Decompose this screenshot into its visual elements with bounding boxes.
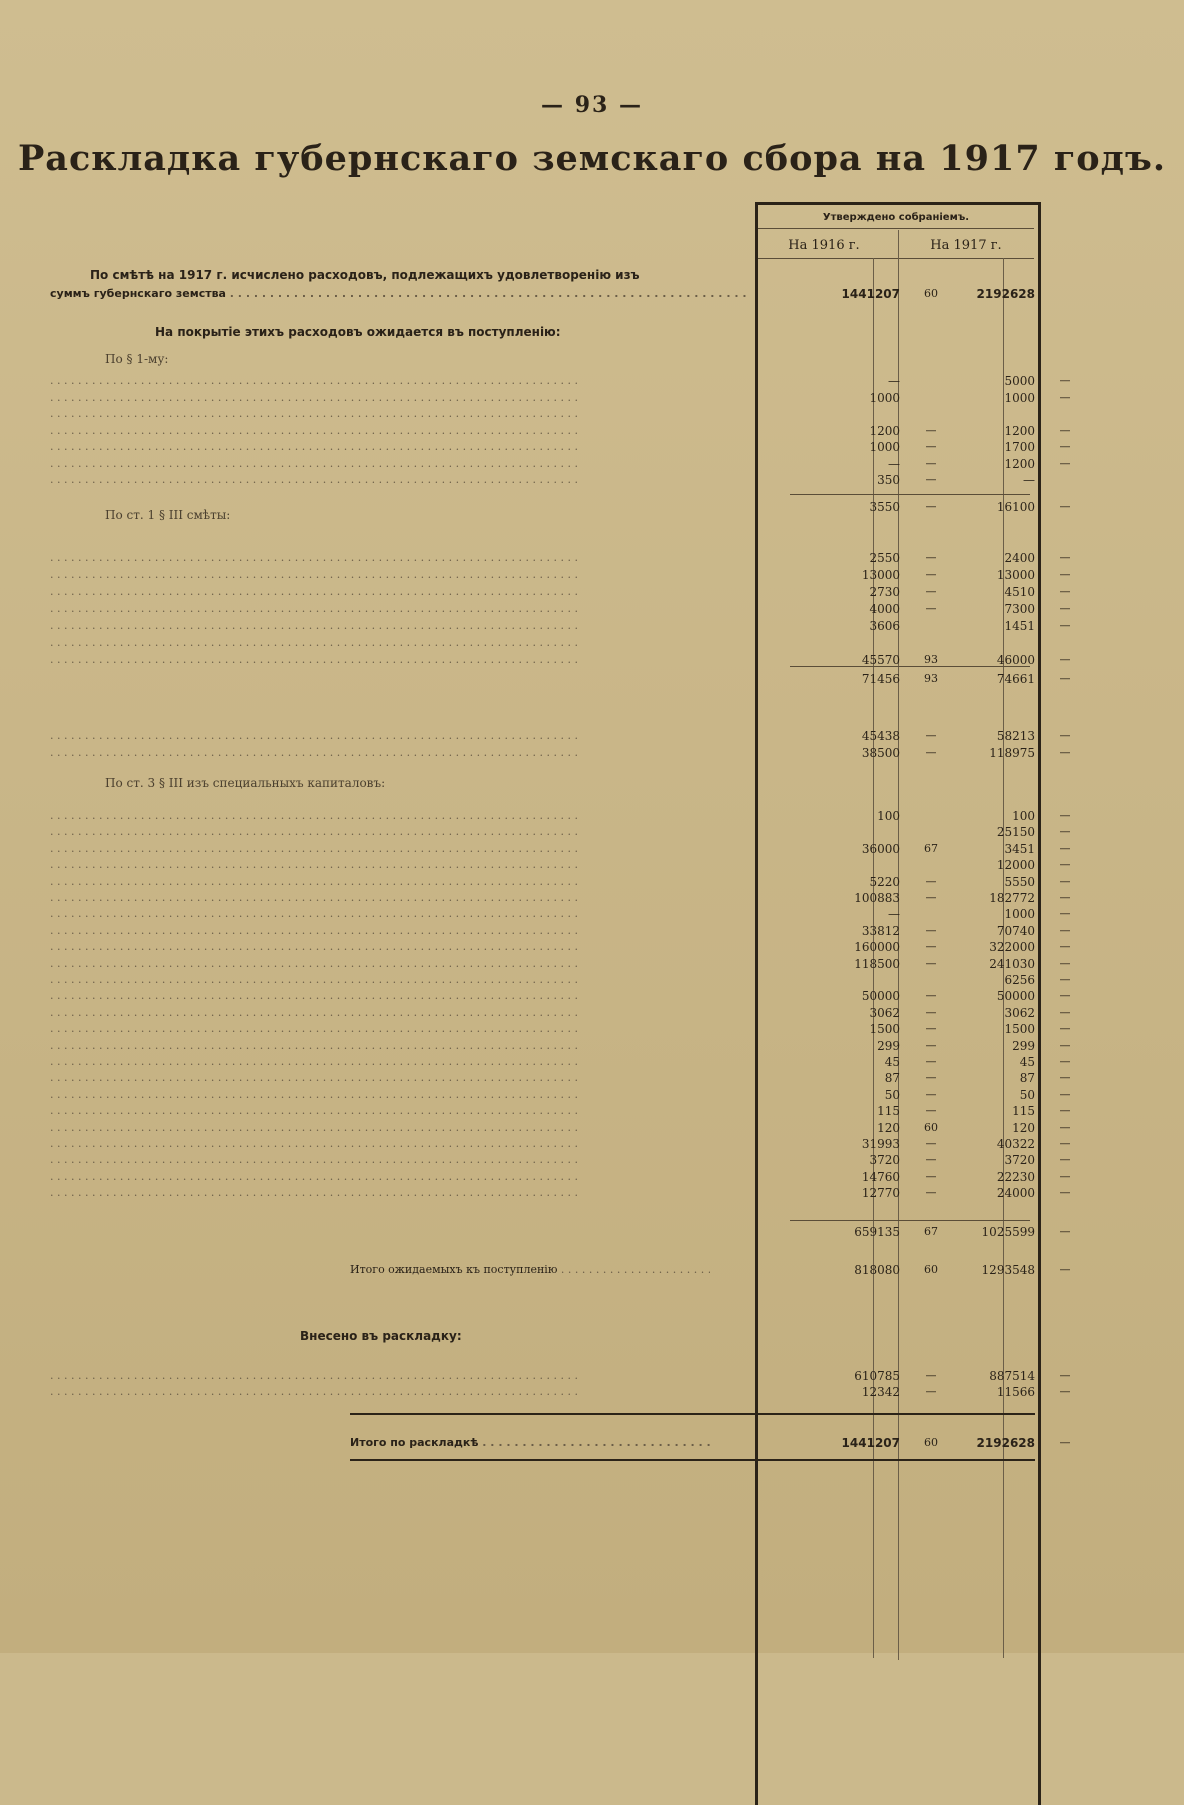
kopecks-1917: — [1059,374,1071,387]
row-label [50,1169,750,1185]
row-label [50,567,750,583]
kopecks-1916: — [925,1186,937,1200]
section4-total-row [50,1224,1135,1240]
kopecks-1917: — [1059,989,1071,1003]
amount-1917: 3062 [1004,1005,1035,1020]
amount-1917: 1200 [1004,423,1035,438]
amount-1917: 1700 [1004,440,1035,454]
final-total-k17: — [1059,1436,1071,1449]
row-label [50,1368,750,1384]
amount-1916: 1000 [869,390,900,405]
kopecks-1917: — [1059,858,1071,872]
amount-1917: 50000 [996,989,1035,1004]
amount-1916: 100 [877,809,900,823]
ledger-row [50,373,1135,389]
kopecks-1916: — [925,891,937,904]
row-label [50,423,750,439]
expected-total-k16: 60 [924,1263,938,1276]
amount-1916: 50000 [861,989,900,1004]
amount-1917: 100 [1012,809,1035,823]
kopecks-1917: — [1059,841,1071,855]
kopecks-1917: — [1059,907,1071,921]
amount-1917: 87 [1019,1071,1035,1086]
kopecks-1917: — [1059,1186,1071,1200]
amount-1916: 12342 [861,1385,900,1399]
amount-1917: 241030 [989,956,1035,971]
section4-rule [790,1220,1030,1221]
kopecks-1916: — [925,1169,937,1183]
kopecks-1917: — [1059,940,1071,954]
row-label [50,923,750,939]
ledger-row [50,1384,1135,1400]
kopecks-1917: — [1059,973,1071,986]
amount-1916: 1500 [869,1022,900,1037]
kopecks-1916: — [925,1087,937,1101]
amount-1917: 12000 [996,858,1035,873]
amount-1917: 115 [1012,1104,1035,1119]
kopecks-1916: — [925,746,937,759]
ledger-row [50,1152,1135,1168]
ledger-row [50,1368,1135,1384]
section2-total-k16: 93 [924,672,938,685]
kopecks-1917: — [1059,551,1071,564]
ledger-row [50,1103,1135,1119]
amount-1916: 33812 [861,923,900,938]
kopecks-1917: — [1059,1120,1071,1134]
intro-line-2: суммъ губернскаго земства . . . [50,286,750,302]
amount-1917: 182772 [989,891,1035,905]
kopecks-1916: — [925,1104,937,1118]
header-rule-2 [758,258,1034,259]
ledger-row [50,906,1135,922]
kopecks-1917: — [1059,1385,1071,1398]
section4-total-v17: 1025599 [981,1225,1035,1239]
row-label [50,1021,750,1037]
kopecks-1917: — [1059,1071,1071,1085]
row-label [50,1185,750,1201]
amount-1917: 1500 [1004,1022,1035,1037]
ledger-row [50,584,1135,600]
amount-1916: 50 [884,1087,900,1102]
kopecks-1916: — [925,1071,937,1085]
amount-1916: — [888,374,900,388]
amount-1916: 13000 [861,568,900,582]
row-label [50,1005,750,1021]
ledger-row [50,1005,1135,1021]
row-label [50,956,750,972]
row-label [50,652,750,668]
amount-1917: 887514 [989,1369,1035,1383]
ledger-row [50,939,1135,955]
kopecks-1917: — [1059,746,1071,759]
row-label [50,550,750,566]
ledger-row [50,601,1135,617]
row-label [50,906,750,922]
amount-1917: 2400 [1004,551,1035,565]
amount-1916: 2550 [869,551,900,565]
ledger-row [50,567,1135,583]
section1-total-k16: — [925,500,937,513]
expected-total-v17: 1293548 [981,1263,1035,1277]
kopecks-1916: — [925,729,937,742]
ledger-row [50,456,1135,472]
section1-rule [790,494,1030,495]
kopecks-1917: — [1059,456,1071,470]
row-label [50,939,750,955]
amount-1916: 45438 [861,729,900,743]
row-label [50,1136,750,1152]
amount-1917: 22230 [996,1169,1035,1184]
amount-1917: 1000 [1004,907,1035,922]
kopecks-1917: — [1059,1005,1071,1019]
amount-1917: 13000 [996,568,1035,582]
kopecks-1916: — [925,551,937,564]
row-label [50,972,750,988]
kopecks-1916: — [925,989,937,1003]
amount-1916: 3606 [869,619,900,633]
kopecks-1917: — [1059,1087,1071,1101]
kopecks-1917: — [1059,1369,1071,1382]
section2-total-v17: 74661 [996,672,1035,686]
page-title: Раскладка губернскаго земскаго сбора на 1917 годъ. [17,138,1167,179]
amount-1916: 38500 [861,746,900,760]
amount-1916: 45 [884,1055,900,1069]
ledger-row [50,728,1135,744]
row-label [50,1152,750,1168]
amount-1916: 120 [877,1120,900,1135]
kopecks-1917: — [1059,891,1071,904]
amount-1916: 1000 [869,440,900,454]
amount-1916: 4000 [869,602,900,616]
kopecks-1917: — [1059,1137,1071,1150]
row-label [50,1054,750,1070]
amount-1917: 1000 [1004,390,1035,405]
row-label [50,1120,750,1136]
amount-1916: — [888,907,900,922]
amount-1917: 1200 [1004,456,1035,471]
section1-label: По § 1-му: [105,352,169,366]
ledger-row [50,841,1135,857]
row-label [50,1070,750,1086]
row-label [50,808,750,824]
page-number: — 93 — [541,92,643,118]
approved-header: Утверждено собраніемъ. [822,212,970,223]
amount-1917: 299 [1012,1038,1035,1053]
kopecks-1916: — [925,1137,937,1150]
kopecks-1916: — [925,1005,937,1019]
row-label [50,857,750,873]
amount-1916: 87 [884,1071,900,1086]
kopecks-1916: — [925,585,937,598]
kopecks-1916: — [925,1022,937,1036]
ledger-row [50,923,1135,939]
section1-total-k17: — [1059,500,1071,513]
expected-total-row [350,1262,1135,1278]
amount-1917: 70740 [996,923,1035,938]
kopecks-1917: — [1059,729,1071,742]
ledger-row [50,635,1135,651]
col-1917-header: На 1917 г. [930,238,1002,253]
kopecks-1916: — [925,1055,937,1068]
intro-v16: 1441207 [841,287,900,301]
kopecks-1916: — [925,1385,937,1398]
kopecks-1916: — [925,1369,937,1382]
kopecks-1917: — [1059,390,1071,404]
amount-1916: — [888,456,900,471]
ledger-row [50,472,1135,488]
amount-1917: — [1023,473,1035,487]
row-label [50,1384,750,1400]
amount-1916: 100883 [854,891,900,905]
ledger-row [50,439,1135,455]
section2-label: По ст. 1 § III смѣты: [105,508,231,522]
ledger-row [50,745,1135,761]
amount-1916: 1200 [869,423,900,438]
kopecks-1917: — [1059,1169,1071,1183]
ledger-row [50,890,1135,906]
coverage-heading: На покрытіе этихъ расходовъ ожидается въ поступленію: [155,325,561,339]
header-rule [758,228,1034,229]
amount-1916: 45570 [861,653,900,667]
amount-1917: 4510 [1004,585,1035,599]
amount-1917: 46000 [996,653,1035,667]
col-1916-header: На 1916 г. [788,238,860,253]
kopecks-1917: — [1059,619,1071,632]
ledger-row [50,1185,1135,1201]
kopecks-1916: — [925,440,937,453]
ledger-row [50,956,1135,972]
section4-total-v16: 659135 [854,1225,900,1239]
amount-1916: 14760 [861,1169,900,1184]
amount-1917: 3451 [1004,841,1035,856]
ledger-row [50,1021,1135,1037]
final-total-v16: 1441207 [841,1436,900,1450]
ledger-row [50,972,1135,988]
kopecks-1917: — [1059,423,1071,437]
kopecks-1916: — [925,940,937,954]
kopecks-1917: — [1059,1022,1071,1036]
kopecks-1917: — [1059,1038,1071,1052]
kopecks-1916: — [925,923,937,937]
ledger-row [50,618,1135,634]
kopecks-1916: — [925,423,937,437]
amount-1917: 5000 [1004,374,1035,388]
section2-total-v16: 71456 [861,672,900,686]
amount-1916: 5220 [869,874,900,889]
kopecks-1917: — [1059,1055,1071,1068]
final-total-row [350,1435,1135,1451]
kopecks-1916: — [925,456,937,470]
assessment-heading: Внесено въ раскладку: [300,1329,462,1343]
ledger-row [50,1038,1135,1054]
expected-total-k17: — [1059,1263,1071,1276]
amount-1917: 24000 [996,1186,1035,1201]
ledger-row [50,857,1135,873]
row-label [50,1087,750,1103]
kopecks-1916: — [925,956,937,970]
row-label [50,745,750,761]
intro-v17: 2192628 [976,287,1035,301]
expected-total-v16: 818080 [854,1263,900,1277]
kopecks-1916: 93 [924,653,938,666]
row-label [50,390,750,406]
ledger-row [50,550,1135,566]
section1-total-v16: 3550 [869,500,900,514]
row-label [50,841,750,857]
ledger-row [50,390,1135,406]
row-label [50,406,750,422]
amount-1917: 40322 [996,1137,1035,1151]
kopecks-1916: — [925,602,937,615]
ledger-row [50,874,1135,890]
final-rule-bottom [350,1459,1035,1461]
kopecks-1917: — [1059,602,1071,615]
final-total-v17: 2192628 [976,1436,1035,1450]
final-total-label: Итого по раскладкѣ . . . [350,1435,710,1451]
ledger-row [50,1136,1135,1152]
amount-1917: 118975 [989,746,1035,760]
amount-1917: 3720 [1004,1153,1035,1168]
amount-1916: 12770 [861,1186,900,1201]
kopecks-1916: 67 [924,841,938,855]
amount-1917: 6256 [1004,973,1035,987]
kopecks-1917: — [1059,653,1071,666]
amount-1916: 3720 [869,1153,900,1168]
kopecks-1917: — [1059,440,1071,453]
amount-1917: 25150 [996,825,1035,840]
amount-1917: 5550 [1004,874,1035,889]
kopecks-1917: — [1059,923,1071,937]
row-label [50,373,750,389]
amount-1917: 1451 [1004,619,1035,633]
amount-1916: 2730 [869,585,900,599]
ledger-row [50,1070,1135,1086]
amount-1916: 3062 [869,1005,900,1020]
ledger-row [50,1054,1135,1070]
amount-1917: 11566 [996,1385,1035,1399]
amount-1917: 120 [1012,1120,1035,1135]
row-label [50,584,750,600]
amount-1916: 610785 [854,1369,900,1383]
row-label [50,456,750,472]
kopecks-1917: — [1059,825,1071,839]
row-label [50,1038,750,1054]
section4-total-k17: — [1059,1225,1071,1238]
amount-1916: 31993 [861,1137,900,1151]
row-label [50,1103,750,1119]
final-rule-top [350,1413,1035,1415]
intro-line-1: По смѣтѣ на 1917 г. исчислено расходовъ, подлежащихъ удовлетворенію изъ [90,268,640,282]
amount-1917: 45 [1019,1055,1035,1069]
section4-label: По ст. 3 § III изъ специальныхъ капиталовъ: [105,776,386,790]
row-label [50,988,750,1004]
row-label [50,890,750,906]
expected-total-label: Итого ожидаемыхъ къ поступленію . . . [350,1262,710,1278]
row-label [50,874,750,890]
ledger-row [50,824,1135,840]
ledger-row [50,1169,1135,1185]
ledger-row [50,406,1135,422]
intro-k16: 60 [924,287,938,300]
amount-1917: 322000 [989,940,1035,955]
section2-total-row [50,671,1135,687]
amount-1916: 350 [877,473,900,487]
kopecks-1916: — [925,1038,937,1052]
section4-total-k16: 67 [924,1225,938,1238]
amount-1916: 160000 [854,940,900,955]
kopecks-1916: — [925,568,937,581]
section2-total-k17: — [1059,672,1071,685]
amount-1917: 58213 [996,729,1035,743]
kopecks-1916: — [925,1153,937,1167]
ledger-row [50,423,1135,439]
row-label [50,472,750,488]
ledger-row [50,1120,1135,1136]
row-label [50,824,750,840]
row-label [50,618,750,634]
kopecks-1917: — [1059,585,1071,598]
final-total-k16: 60 [924,1436,938,1449]
kopecks-1917: — [1059,809,1071,822]
kopecks-1917: — [1059,874,1071,888]
row-label [50,439,750,455]
row-label [50,728,750,744]
ledger-row [50,808,1135,824]
row-label [50,635,750,651]
kopecks-1917: — [1059,1153,1071,1167]
ledger-row [50,1087,1135,1103]
section1-total-v17: 16100 [996,500,1035,514]
row-label [50,601,750,617]
kopecks-1916: — [925,874,937,888]
amount-1916: 115 [877,1104,900,1119]
amount-1916: 299 [877,1038,900,1053]
amount-1917: 7300 [1004,602,1035,616]
amount-1917: 50 [1019,1087,1035,1102]
amount-1916: 36000 [861,841,900,856]
kopecks-1917: — [1059,956,1071,970]
section2-rule [790,666,1030,667]
intro-row [50,286,1135,302]
kopecks-1916: 60 [924,1120,938,1134]
kopecks-1916: — [925,473,937,486]
amount-1916: 118500 [854,956,900,971]
kopecks-1917: — [1059,1104,1071,1118]
kopecks-1917: — [1059,568,1071,581]
ledger-row [50,988,1135,1004]
